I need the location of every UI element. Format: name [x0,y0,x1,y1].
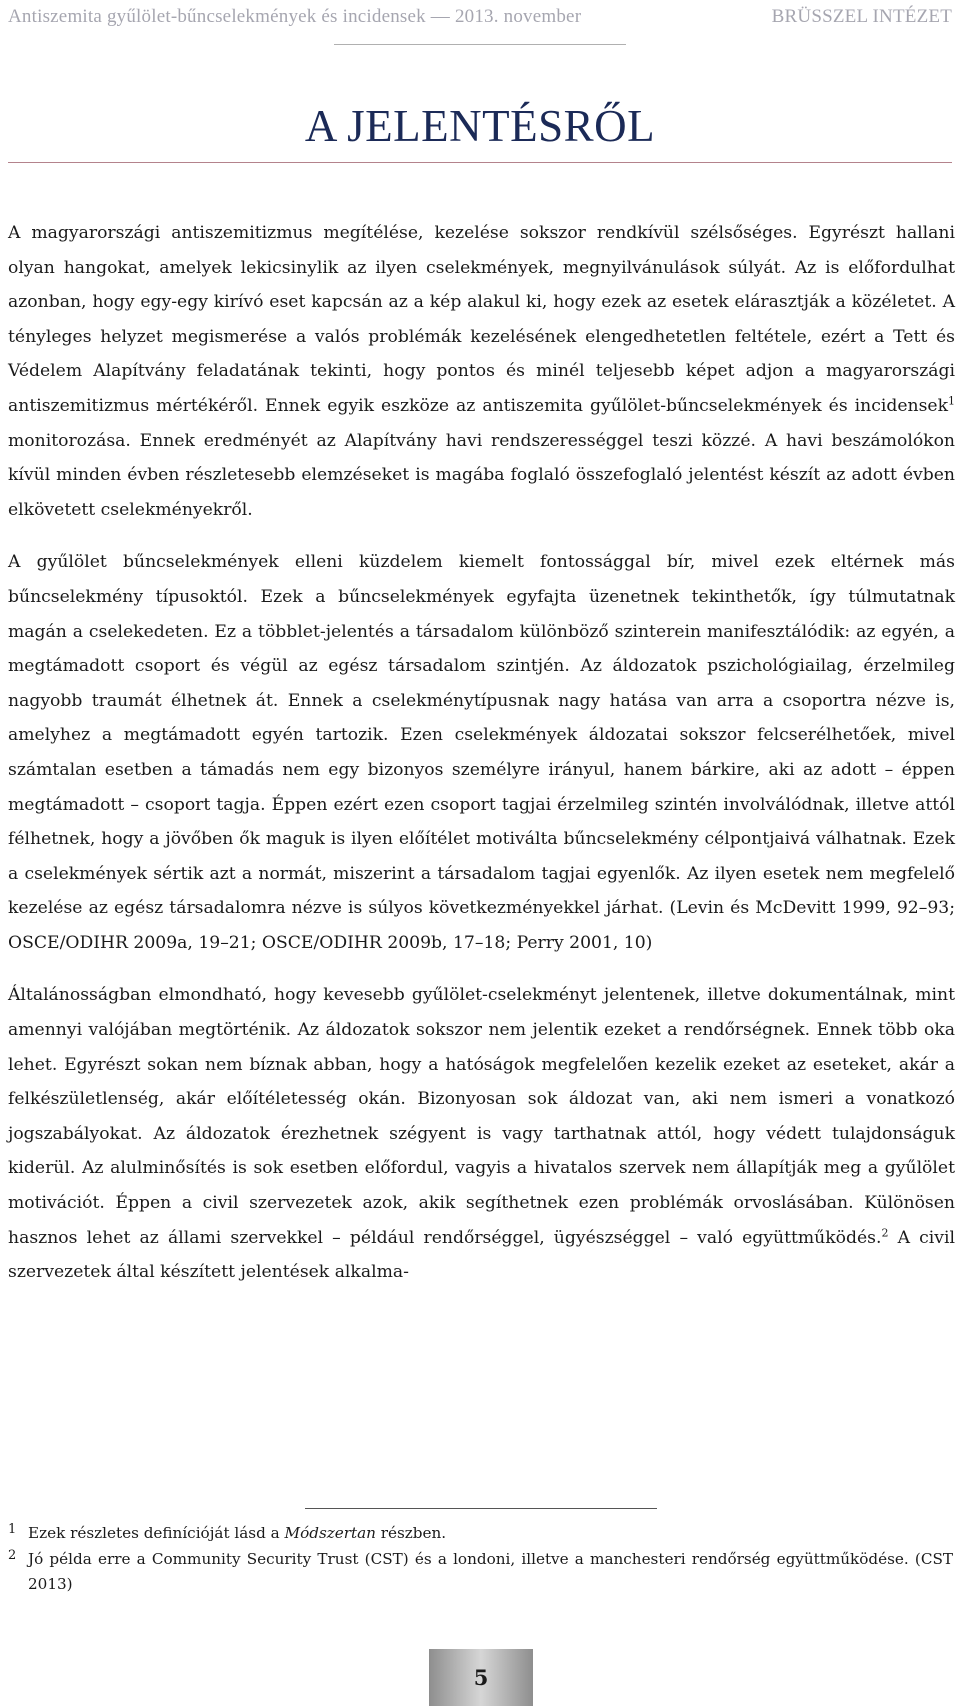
page-number: 5 [429,1649,533,1706]
running-header [8,0,952,40]
footnote-1-text-a: Ezek részletes definícióját lásd a [28,1524,285,1542]
paragraph-1-text-cont: monitorozása. Ennek eredményét az Alapítvány havi rendszerességgel teszi közzé. A havi beszámolókon kívül minden évben részletesebb elemzéseket is magába foglaló összefoglaló jelentést készít az adott évben elkövetett cselekményekről. [8,430,955,520]
paragraph-2 [8,545,955,960]
footnote-1-number: 1 [8,1522,17,1537]
footnote-ref-2[interactable]: 2 [881,1225,889,1239]
paragraph-1 [8,216,955,527]
footnote-2-text: Jó példa erre a Community Security Trust (CST) és a londoni, illetve a manchesteri rendőrség együttműködése. (CST 2013) [28,1550,953,1593]
footnote-1 [8,1521,953,1546]
paragraph-2-text: A gyűlölet bűncselekmények elleni küzdelem kiemelt fontossággal bír, mivel ezek eltérnek más bűncselekmény típusoktól. Ezek a bűncselekmények egyfajta üzenetnek tekinthetők, így túlmutatnak magán a cselekedeten. Ez a többlet-jelentés a társadalom különböző szinterein manifesztálódik: az egyén, a megtámadott csoport és végül az egész társadalom szintjén. Az áldozatok pszichológiailag, érzelmileg nagyobb traumát élhetnek át. Ennek a cselekménytípusnak nagy hatása van arra a csoportra nézve is, amelyhez a megtámadott egyén tartozik. Ezen cselekmények áldozatai sokszor felcserélhetőek, mivel számtalan esetben a támadás nem egy bizonyos személyre irányul, hanem bárkire, aki az adott – éppen megtámadott – csoport tagja. Éppen ezért ezen csoport tagjai érzelmileg szintén involválódnak, illetve attól félhetnek, hogy a jövőben ők maguk is ilyen előítélet motiválta bűncselekmény célpontjaivá válhatnak. Ezek a cselekmények sértik azt a normát, miszerint a társadalom tagjai egyenlők. Az ilyen esetek nem megfelelő kezelése az egész társadalomra nézve is súlyos következményekkel járhat. (Levin és McDevitt 1999, 92–93; OSCE/ODIHR 2009a, 19–21; OSCE/ODIHR 2009b, 17–18; Perry 2001, 10) [8,552,955,953]
header-publication-title: Antiszemita gyűlölet-bűncselekmények és incidensek — 2013. november [8,6,582,27]
header-divider [334,44,626,45]
page-title: A JELENTÉSRŐL [304,101,656,151]
footnote-divider [305,1508,657,1509]
footnote-2 [8,1547,953,1597]
footnote-1-italic: Módszertan [284,1524,376,1542]
paragraph-3-text: Általánosságban elmondható, hogy kevesebb gyűlölet-cselekményt jelentenek, illetve dokumentálnak, mint amennyi valójában megtörténik. Az áldozatok sokszor nem jelentik ezeket a rendőrségnek. Ennek több oka lehet. Egyrészt sokan nem bíznak abban, hogy a hatóságok megfelelően kezelik ezeket az eseteket, akár a felkészületlenség, akár előítéletesség okán. Bizonyosan sok áldozat van, aki nem ismeri a vonatkozó jogszabályokat. Az áldozatok érezhetnek szégyent is vagy tarthatnak attól, hogy védett tulajdonságuk kiderül. Az alulminősítés is sok esetben előfordul, vagyis a hivatalos szervek nem állapítják meg a gyűlölet motivációt. Éppen a civil szervezetek azok, akik segíthetnek ezen problémák orvoslásában. Különösen hasznos lehet az állami szervekkel – például rendőrséggel, ügyészséggel – való együttműködés. [8,985,955,1248]
footnote-2-number: 2 [8,1548,17,1563]
paragraph-3 [8,978,955,1289]
title-divider [8,162,952,163]
footnote-ref-1[interactable]: 1 [948,394,955,408]
body-text [8,216,955,1308]
paragraph-3-text-cont: A civil szervezetek által készített jelentések alkalma- [8,1227,955,1283]
footnote-1-text [28,1521,953,1546]
footnote-1-text-b: részben. [375,1524,447,1542]
footnotes [8,1521,953,1598]
paragraph-1-text: A magyarországi antiszemitizmus megítélése, kezelése sokszor rendkívül szélsőséges. Egyrészt hallani olyan hangokat, amelyek lekicsinylik az ilyen cselekmények, megnyilvánulások súlyát. Az is előfordulhat azonban, hogy egy-egy kirívó eset kapcsán az a kép alakul ki, hogy ezek az esetek elárasztják a közéletet. A tényleges helyzet megismerése a valós problémák kezelésének elengedhetetlen feltétele, ezért a Tett és Védelem Alapítvány feladatának tekinti, hogy pontos és minél teljesebb képet adjon a magyarországi antiszemitizmus mértékéről. Ennek egyik eszköze az antiszemita gyűlölet-bűncselekmények és incidensek [8,223,955,416]
header-institute-name: BRÜSSZEL INTÉZET [771,6,952,27]
